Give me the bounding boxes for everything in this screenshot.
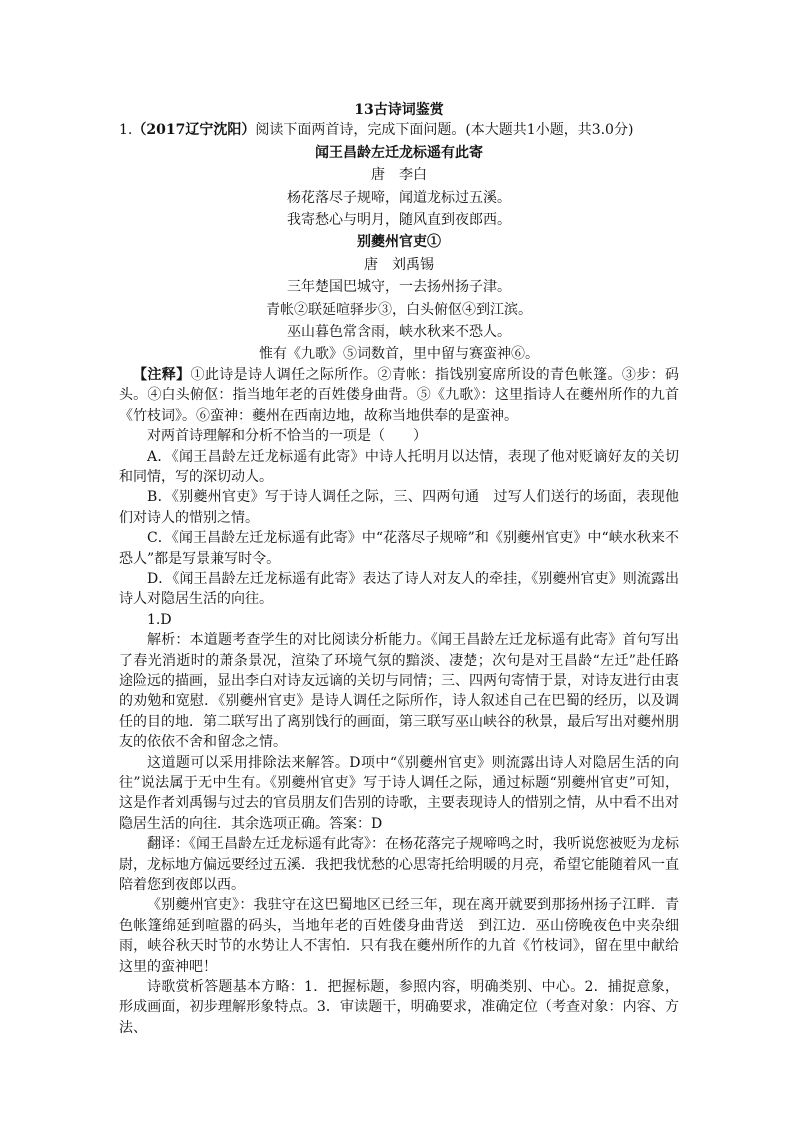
question-number: 1. [119, 122, 133, 139]
document-page [119, 100, 679, 1038]
annotation-label: 【注释】 [133, 366, 191, 383]
answer-line: 1.D [147, 611, 172, 628]
analysis-paragraph: 这道题可以采用排除法来解答。D项中“《别夔州官吏》则流露出诗人对隐居生活的向往”说法属于无中生有。《别夔州官吏》写于诗人调任之际，通过标题“别夔州官吏”可知，这是作者刘禹锡与过去的官员朋友们告别的诗歌，主要表现诗人的惜别之情，从中看不出对隐居生活的向往．其余选项正确。答案：D [119, 754, 679, 832]
document-title: 13古诗词鉴赏 [354, 102, 444, 118]
analysis-paragraph: 解析：本道题考查学生的对比阅读分析能力。《闻王昌龄左迁龙标遥有此寄》首句写出了春光消逝时的萧条景况，渲染了环境气氛的黯淡、凄楚；次句是对王昌龄“左迁”赴任路途险远的描画，显出李白对诗友远谪的关切与同情；三、四两句寄情于景，对诗友进行由衷的劝勉和宽慰．《别夔州官吏》是诗人调任之际所作，诗人叙述自己在巴蜀的经历，以及调任的目的地．第二联写出了离别饯行的画面，第三联写巫山峡谷的秋景，最后写出对夔州朋友的依依不舍和留念之情。 [119, 632, 679, 751]
option-c: C．《闻王昌龄左迁龙标遥有此寄》中“花落尽子规啼”和《别夔州官吏》中“峡水秋来不恐人”都是写景兼写时令。 [119, 530, 679, 567]
poem2-title: 别夔州官吏① [357, 234, 441, 251]
annotation-paragraph [119, 365, 679, 426]
question-stem: 对两首诗理解和分析不恰当的一项是（ ） [147, 428, 427, 445]
poem2-line: 惟有《九歌》⑤词数首，里中留与赛蛮神⑥。 [259, 346, 539, 363]
translation-paragraph: 翻译：《闻王昌龄左迁龙标遥有此寄》：在杨花落完子规啼鸣之时，我听说您被贬为龙标尉，龙标地方偏远要经过五溪．我把我忧愁的心思寄托给明暖的月亮，希望它能随着风一直陪着您到夜郎以西。 [119, 836, 679, 894]
poem1-line: 杨花落尽子规啼，闻道龙标过五溪。 [287, 189, 511, 206]
poem2-line: 巫山暮色常含雨，峡水秋来不恐人。 [287, 324, 511, 341]
poem2-line: 三年楚国巴城守，一去扬州扬子津。 [287, 279, 511, 296]
translation-paragraph: 《别夔州官吏》：我驻守在这巴蜀地区已经三年，现在离开就要到那扬州扬子江畔．青色帐篷绵延到喧嚣的码头，当地年老的百姓偻身曲背送 到江边．巫山傍晚夜色中夹杂细雨，峡谷秋天时节的水势让人不害怕．只有我在夔州所作的九首《竹枝词》，留在里中献给这里的蛮神吧！ [119, 897, 679, 975]
option-a: A．《闻王昌龄左迁龙标遥有此寄》中诗人托明月以达情，表现了他对贬谪好友的关切和同情，写的深切动人。 [119, 448, 679, 485]
poem2-line: 青帐②联延喧驿步③，白头俯伛④到江滨。 [266, 301, 532, 318]
question-source: （2017辽宁沈阳） [132, 122, 256, 139]
option-b: B．《别夔州官吏》写于诗人调任之际，三、四两句通 过写人们送行的场面，表现他们对诗人的惜别之情。 [119, 489, 679, 526]
poem1-line: 我寄愁心与明月，随风直到夜郎西。 [287, 212, 511, 229]
poem2-author: 唐 刘禹锡 [364, 256, 434, 273]
poem1-author: 唐 李白 [371, 167, 427, 184]
poem1-title: 闻王昌龄左迁龙标遥有此寄 [315, 144, 483, 161]
question-text: 阅读下面两首诗，完成下面问题。(本大题共1小题，共3.0分) [255, 122, 634, 139]
question-header [119, 120, 679, 140]
option-d: D．《闻王昌龄左迁龙标遥有此寄》表达了诗人对友人的牵挂，《别夔州官吏》则流露出诗人对隐居生活的向往。 [119, 570, 679, 608]
method-paragraph: 诗歌赏析答题基本方略：1．把握标题，参照内容，明确类别、中心。2．捕捉意象，形成画面，初步理解形象特点。3．审读题干，明确要求，准确定位（考查对象：内容、方法、 [119, 979, 679, 1036]
annotation-text: ①此诗是诗人调任之际所作。②青帐：指饯别宴席所设的青色帐篷。③步：码头。④白头俯伛：指当地年老的百姓偻身曲背。⑤《九歌》：这里指诗人在夔州所作的九首《竹枝词》。⑥蛮神：夔州在西南边地，故称当地供奉的是蛮神。 [119, 366, 680, 424]
